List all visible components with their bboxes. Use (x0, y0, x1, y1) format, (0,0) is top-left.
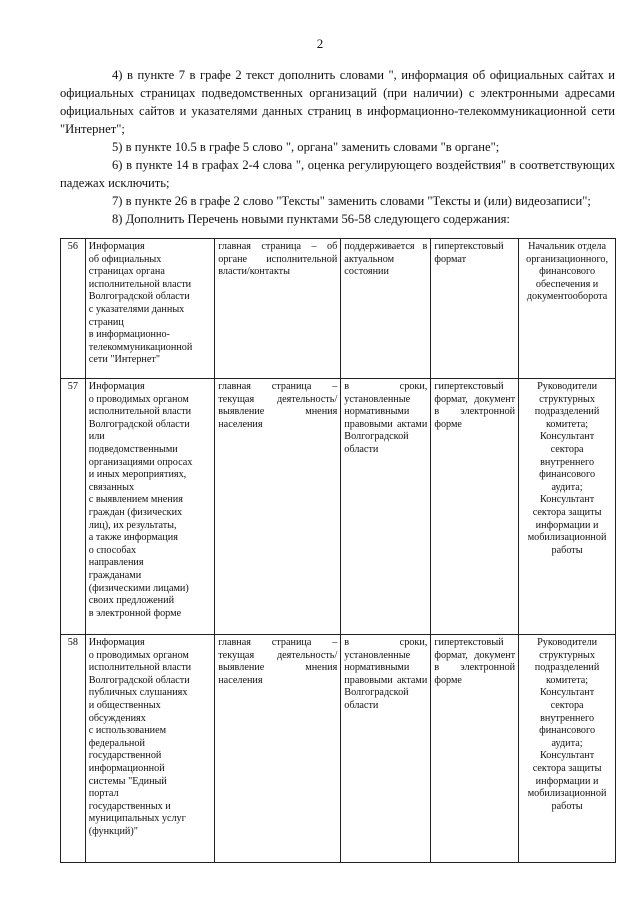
items-table (60, 238, 616, 863)
paragraph-item-4: 4) в пункте 7 в графе 2 текст дополнить словами ", информация об официальных сайтах и официальных страницах подведомственных организаций (при наличии) с электронными адресами официальных сайтов и указателями данных страниц в информационно-телекоммуникационной сети "Интернет"; (60, 68, 615, 136)
periodicity-cell: в сроки, установленные нормативными правовыми актами Волгоградской области (341, 379, 431, 635)
location-cell: главная страница – текущая деятельность/выявление мнения населения (215, 635, 341, 863)
paragraph-item-8: 8) Дополнить Перечень новыми пунктами 56-58 следующего содержания: (112, 212, 510, 226)
location-cell: главная страница – об органе исполнительной власти/контакты (215, 239, 341, 379)
periodicity-cell: поддерживается в актуальном состоянии (341, 239, 431, 379)
table-row (61, 635, 616, 863)
row-number: 57 (61, 379, 86, 635)
location-cell: главная страница – текущая деятельность/выявление мнения населения (215, 379, 341, 635)
responsible-cell: Руководители структурных подразделений комитета; Консультант сектора внутреннего финансового аудита; Консультант сектора защиты информации и мобилизационной работы (519, 635, 616, 863)
format-cell: гипертекстовый формат (431, 239, 519, 379)
table-row (61, 239, 616, 379)
row-number: 56 (61, 239, 86, 379)
paragraph-item-5: 5) в пункте 10.5 в графе 5 слово ", органа" заменить словами "в органе"; (112, 140, 500, 154)
row-number: 58 (61, 635, 86, 863)
info-name-cell: Информация об официальных страницах органа исполнительной власти Волгоградской области с указателями данных страниц в информационно- телекоммуникационной сети "Интернет" (85, 239, 214, 379)
document-body (60, 66, 615, 228)
table-row (61, 379, 616, 635)
paragraph-item-7: 7) в пункте 26 в графе 2 слово "Тексты" заменить словами "Тексты и (или) видеозаписи"; (112, 194, 591, 208)
periodicity-cell: в сроки, установленные нормативными правовыми актами Волгоградской области (341, 635, 431, 863)
format-cell: гипертекстовый формат, документ в электронной форме (431, 379, 519, 635)
info-name-cell: Информация о проводимых органом исполнительной власти Волгоградской области публичных слушаниях и общественных обсуждениях с использованием федеральной государственной информационной системы "Единый портал государственных и муниципальных услуг (функций)" (85, 635, 214, 863)
format-cell: гипертекстовый формат, документ в электронной форме (431, 635, 519, 863)
responsible-cell: Начальник отдела организационного, финансового обеспечения и документооборота (519, 239, 616, 379)
paragraph-item-6: 6) в пункте 14 в графах 2-4 слова ", оценка регулирующего воздействия" в соответствующих падежах исключить; (60, 158, 615, 190)
responsible-cell: Руководители структурных подразделений комитета; Консультант сектора внутреннего финансового аудита; Консультант сектора защиты информации и мобилизационной работы (519, 379, 616, 635)
page-number: 2 (316, 36, 324, 51)
info-name-cell: Информация о проводимых органом исполнительной власти Волгоградской области или подведомственными организациями опросах и иных мероприятиях, связанных с выявлением мнения граждан (физических лиц), их результаты, а также информация о способах направления гражданами (физическими лицами) своих предложений в электронной форме (85, 379, 214, 635)
